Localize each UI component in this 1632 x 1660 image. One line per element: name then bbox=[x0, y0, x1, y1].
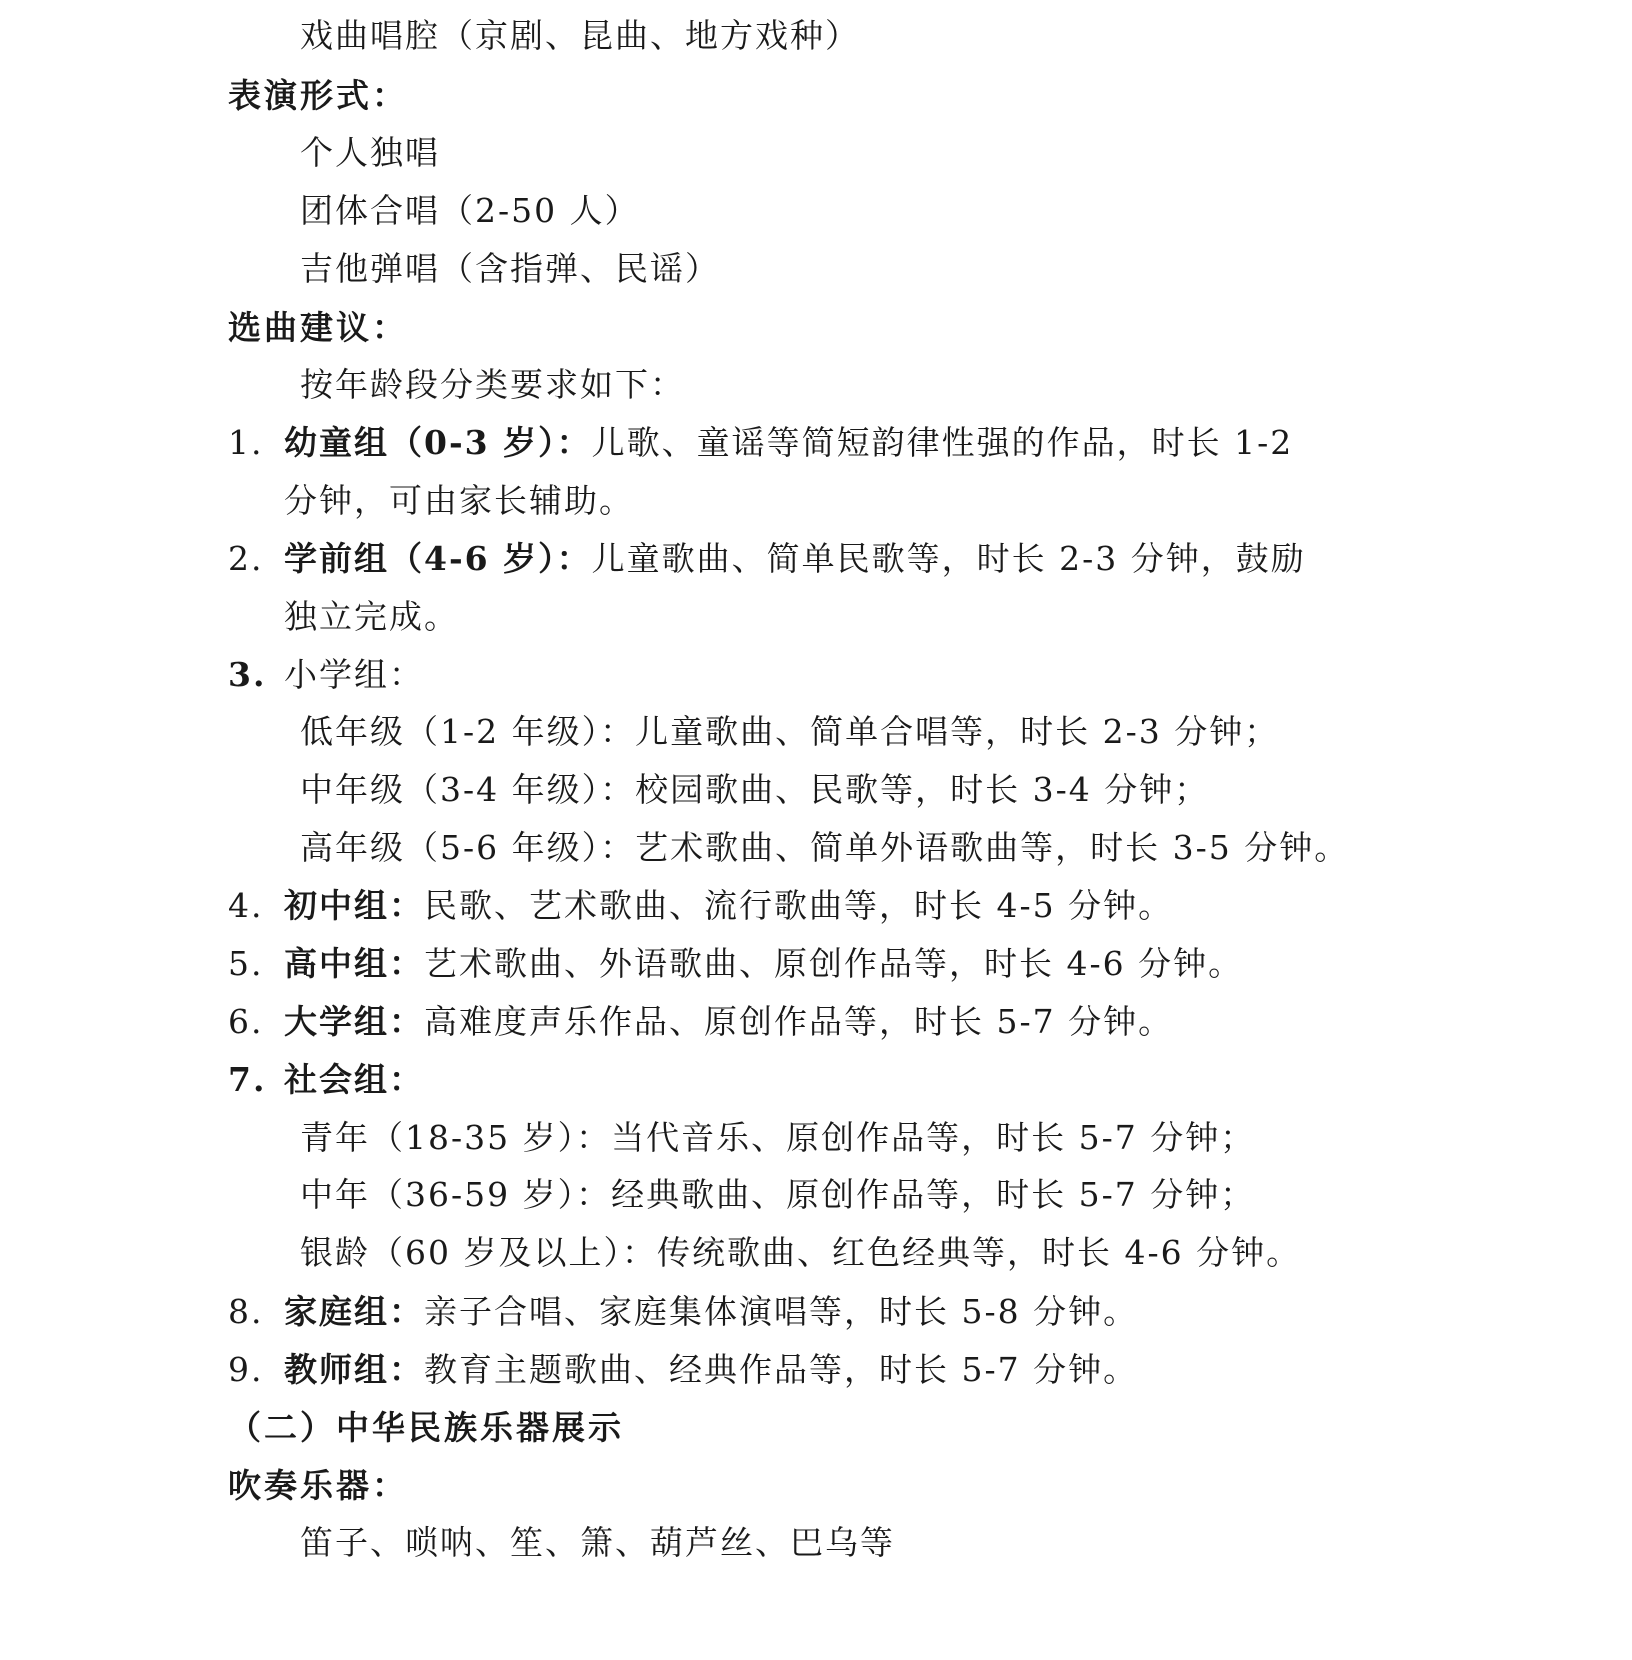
performance-form-item: 个人独唱 bbox=[300, 133, 440, 172]
group-item bbox=[228, 1060, 424, 1100]
group-number: 8. bbox=[228, 1292, 264, 1331]
group-item bbox=[228, 944, 1243, 984]
subgroup-item: 中年级（3-4 年级）：校园歌曲、民歌等，时长 3-4 分钟； bbox=[300, 770, 1210, 809]
group-item bbox=[228, 1350, 1138, 1390]
group-item bbox=[228, 1002, 1173, 1042]
group-number: 6. bbox=[228, 1002, 264, 1041]
group-number: 2. bbox=[228, 539, 264, 578]
group-description-cont: 独立完成。 bbox=[284, 597, 459, 636]
group-name: 高中组： bbox=[284, 944, 424, 983]
group-description: 教育主题歌曲、经典作品等，时长 5-7 分钟。 bbox=[424, 1350, 1139, 1389]
subgroup-item: 高年级（5-6 年级）：艺术歌曲、简单外语歌曲等，时长 3-5 分钟。 bbox=[300, 828, 1350, 867]
group-number: 5. bbox=[228, 944, 264, 983]
subgroup-item: 银龄（60 岁及以上）：传统歌曲、红色经典等，时长 4-6 分钟。 bbox=[300, 1233, 1302, 1272]
group-name: 幼童组（0-3 岁）： bbox=[284, 423, 592, 462]
group-description: 儿歌、童谣等简短韵律性强的作品，时长 1-2 bbox=[591, 423, 1294, 462]
group-item bbox=[228, 886, 1173, 926]
group-number: 7. bbox=[228, 1060, 267, 1099]
subgroup-item: 低年级（1-2 年级）：儿童歌曲、简单合唱等，时长 2-3 分钟； bbox=[300, 712, 1280, 751]
wind-instruments-heading: 吹奏乐器： bbox=[228, 1466, 408, 1505]
song-selection-intro: 按年龄段分类要求如下： bbox=[300, 365, 685, 404]
group-name: 家庭组： bbox=[284, 1292, 424, 1331]
wind-instruments-list: 笛子、唢呐、笙、箫、葫芦丝、巴乌等 bbox=[300, 1523, 895, 1562]
group-item bbox=[228, 539, 1306, 579]
group-item bbox=[228, 655, 424, 695]
performance-heading: 表演形式： bbox=[228, 76, 408, 115]
group-description-cont: 分钟，可由家长辅助。 bbox=[284, 481, 634, 520]
group-name: 大学组： bbox=[284, 1002, 424, 1041]
group-description: 艺术歌曲、外语歌曲、原创作品等，时长 4-6 分钟。 bbox=[424, 944, 1244, 983]
group-description: 民歌、艺术歌曲、流行歌曲等，时长 4-5 分钟。 bbox=[424, 886, 1174, 925]
group-name: 小学组： bbox=[284, 655, 424, 694]
group-description: 高难度声乐作品、原创作品等，时长 5-7 分钟。 bbox=[424, 1002, 1174, 1041]
group-name: 初中组： bbox=[284, 886, 424, 925]
performance-form-item: 团体合唱（2-50 人） bbox=[300, 191, 640, 230]
section-title: （二）中华民族乐器展示 bbox=[228, 1408, 624, 1447]
group-name: 学前组（4-6 岁）： bbox=[284, 539, 592, 578]
group-item bbox=[228, 423, 1293, 463]
group-description: 亲子合唱、家庭集体演唱等，时长 5-8 分钟。 bbox=[424, 1292, 1139, 1331]
subgroup-item: 中年（36-59 岁）：经典歌曲、原创作品等，时长 5-7 分钟； bbox=[300, 1175, 1256, 1214]
group-description: 儿童歌曲、简单民歌等，时长 2-3 分钟，鼓励 bbox=[591, 539, 1306, 578]
subgroup-item: 青年（18-35 岁）：当代音乐、原创作品等，时长 5-7 分钟； bbox=[300, 1118, 1256, 1157]
song-selection-heading: 选曲建议： bbox=[228, 308, 408, 347]
group-number: 1. bbox=[228, 423, 264, 462]
opera-style-line: 戏曲唱腔（京剧、昆曲、地方戏种） bbox=[300, 16, 860, 55]
group-number: 4. bbox=[228, 886, 264, 925]
group-name: 教师组： bbox=[284, 1350, 424, 1389]
group-item bbox=[228, 1292, 1138, 1332]
group-name: 社会组： bbox=[284, 1060, 424, 1099]
group-number: 3. bbox=[228, 655, 267, 694]
performance-form-item: 吉他弹唱（含指弹、民谣） bbox=[300, 249, 720, 288]
group-number: 9. bbox=[228, 1350, 264, 1389]
